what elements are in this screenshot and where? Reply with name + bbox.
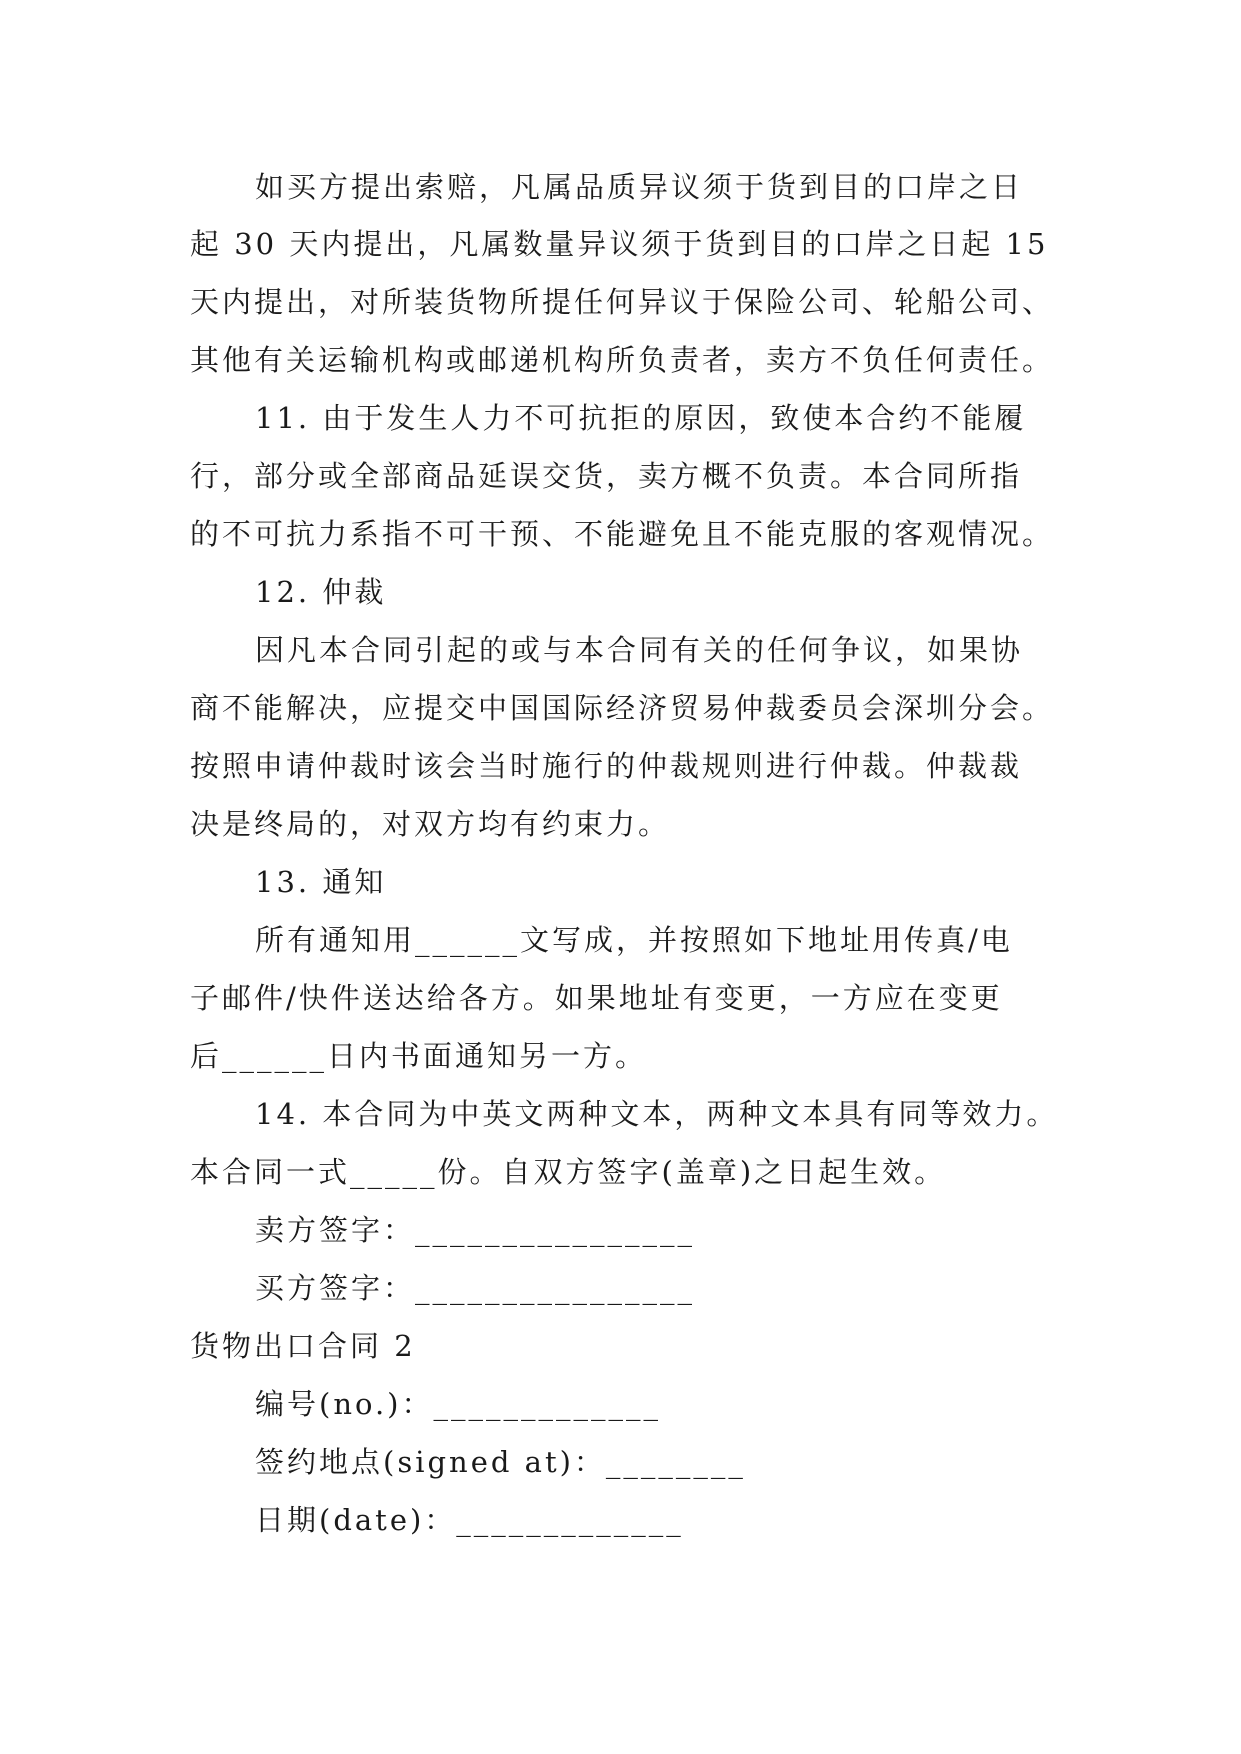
date-field: 日期(date)：_____________ bbox=[255, 1503, 684, 1537]
clause-13-line-3: 后______日内书面通知另一方。 bbox=[190, 1039, 648, 1073]
signed-at-field: 签约地点(signed at)：________ bbox=[255, 1445, 746, 1479]
clause-11-line-2: 行，部分或全部商品延误交货，卖方概不负责。本合同所指 bbox=[190, 459, 1023, 493]
contract-number-field: 编号(no.)：_____________ bbox=[255, 1387, 661, 1421]
seller-signature-line: 卖方签字：________________ bbox=[255, 1213, 696, 1247]
paragraph-claims-line-2: 起 30 天内提出，凡属数量异议须于货到目的口岸之日起 15 bbox=[190, 227, 1049, 261]
paragraph-claims-line-3: 天内提出，对所装货物所提任何异议于保险公司、轮船公司、 bbox=[190, 285, 1055, 319]
buyer-signature-line: 买方签字：________________ bbox=[255, 1271, 696, 1305]
clause-11-line-1: 11. 由于发生人力不可抗拒的原因，致使本合约不能履 bbox=[255, 401, 1027, 435]
clause-12-line-2: 商不能解决，应提交中国国际经济贸易仲裁委员会深圳分会。 bbox=[190, 691, 1055, 725]
clause-12-line-3: 按照申请仲裁时该会当时施行的仲裁规则进行仲裁。仲裁裁 bbox=[190, 749, 1023, 783]
clause-11-line-3: 的不可抗力系指不可干预、不能避免且不能克服的客观情况。 bbox=[190, 517, 1055, 551]
paragraph-claims-line-4: 其他有关运输机构或邮递机构所负责者，卖方不负任何责任。 bbox=[190, 343, 1055, 377]
paragraph-claims-line-1: 如买方提出索赔，凡属品质异议须于货到目的口岸之日 bbox=[255, 170, 1024, 204]
clause-14-line-2: 本合同一式_____份。自双方签字(盖章)之日起生效。 bbox=[190, 1155, 947, 1189]
clause-12-heading: 12. 仲裁 bbox=[255, 575, 387, 609]
contract-2-title: 货物出口合同 2 bbox=[190, 1329, 416, 1363]
clause-14-line-1: 14. 本合同为中英文两种文本，两种文本具有同等效力。 bbox=[255, 1097, 1059, 1131]
clause-12-line-1: 因凡本合同引起的或与本合同有关的任何争议，如果协 bbox=[255, 633, 1024, 667]
clause-13-line-2: 子邮件/快件送达给各方。如果地址有变更，一方应在变更 bbox=[190, 981, 1003, 1015]
clause-13-line-1: 所有通知用______文写成，并按照如下地址用传真/电 bbox=[255, 923, 1013, 957]
clause-13-heading: 13. 通知 bbox=[255, 865, 387, 899]
clause-12-line-4: 决是终局的，对双方均有约束力。 bbox=[190, 807, 671, 841]
